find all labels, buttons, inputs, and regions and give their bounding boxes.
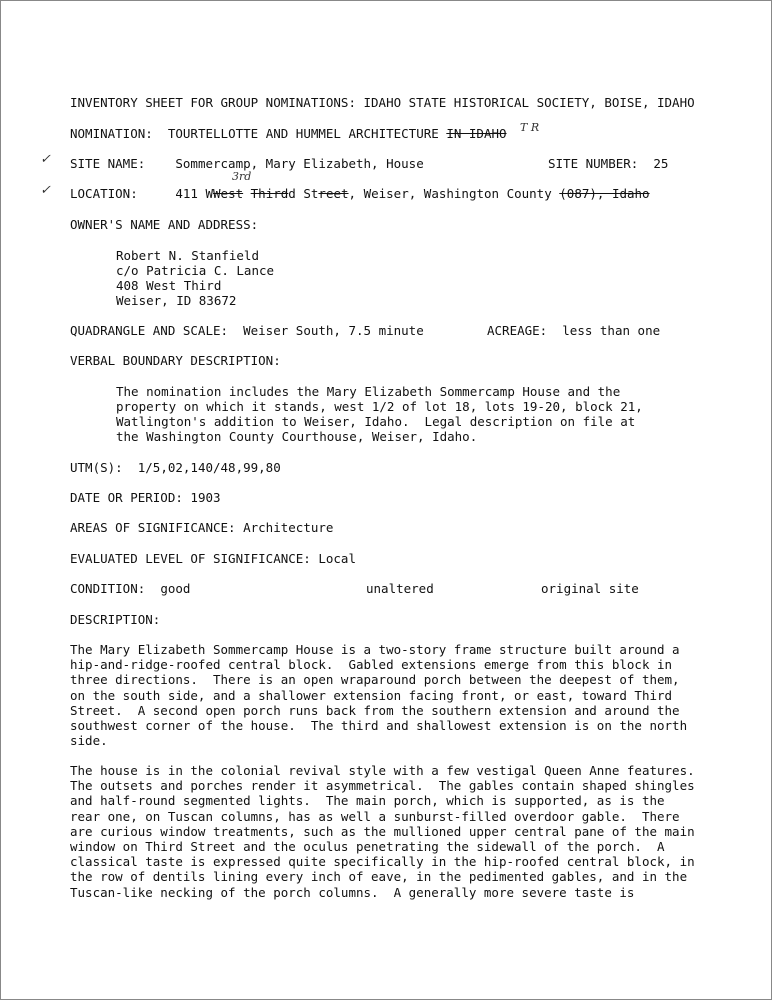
checkmark-icon: ✓ bbox=[40, 183, 51, 198]
acreage-value: less than one bbox=[562, 323, 661, 338]
areas-value: Architecture bbox=[243, 520, 334, 535]
description-line: are curious window treatments, such as the mullioned upper central pane of the main bbox=[70, 823, 695, 839]
areas-row bbox=[70, 520, 333, 535]
form-header: INVENTORY SHEET FOR GROUP NOMINATIONS: IDAHO STATE HISTORICAL SOCIETY, BOISE, IDAHO bbox=[70, 95, 695, 110]
quad-row bbox=[70, 323, 424, 338]
quad-value: Weiser South, 7.5 minute bbox=[243, 323, 424, 338]
level-label: EVALUATED LEVEL OF SIGNIFICANCE: bbox=[70, 551, 311, 566]
location-third-tail: d bbox=[288, 186, 296, 201]
nomination-struck: IN IDAHO bbox=[446, 126, 507, 141]
description-line: and half-round segmented lights. The main porch, which is supported, as is the bbox=[70, 793, 665, 809]
checkmark-icon: ✓ bbox=[40, 152, 51, 167]
date-label: DATE OR PERIOD: bbox=[70, 490, 183, 505]
description-line: three directions. There is an open wraparound porch between the deepest of them, bbox=[70, 672, 680, 688]
description-line: on the south side, and a shallower extension facing front, or east, toward Third bbox=[70, 687, 673, 703]
site-name-row bbox=[70, 156, 424, 171]
description-line: classical taste is expressed quite specifically in the hip-roofed central block, in bbox=[70, 854, 695, 870]
date-row bbox=[70, 490, 221, 505]
condition-value: good bbox=[160, 581, 191, 596]
utm-row bbox=[70, 460, 281, 475]
acreage-label: ACREAGE: bbox=[487, 323, 548, 338]
description-line: southwest corner of the house. The third and shallowest extension is on the north bbox=[70, 718, 688, 734]
location-struck-street: reet bbox=[318, 186, 349, 201]
level-row bbox=[70, 551, 356, 566]
nomination-value: TOURTELLOTTE AND HUMMEL ARCHITECTURE bbox=[167, 126, 439, 141]
description-paragraph-1 bbox=[70, 642, 700, 748]
quad-label: QUADRANGLE AND SCALE: bbox=[70, 323, 229, 338]
condition-site: original site bbox=[541, 581, 639, 596]
site-name-label: SITE NAME: bbox=[70, 156, 146, 171]
owner-line: Weiser, ID 83672 bbox=[116, 293, 237, 308]
location-rest: , Weiser, Washington County bbox=[348, 186, 552, 201]
owner-line: Robert N. Stanfield bbox=[116, 248, 259, 263]
location-label: LOCATION: bbox=[70, 186, 138, 201]
boundary-label: VERBAL BOUNDARY DESCRIPTION: bbox=[70, 353, 281, 368]
location-street-head: St bbox=[303, 186, 319, 201]
location-handwriting: 3rd bbox=[232, 170, 252, 183]
owner-line: 408 West Third bbox=[116, 278, 222, 293]
location-struck-third: Third bbox=[250, 186, 289, 201]
description-line: the row of dentils lining every inch of eave, in the pedimented gables, and in the bbox=[70, 869, 688, 885]
condition-alteration: unaltered bbox=[366, 581, 434, 596]
location-w: W bbox=[205, 186, 214, 201]
description-line: window on Third Street and the oculus penetrating the sidewall of the porch. A bbox=[70, 839, 665, 855]
owner-label: OWNER'S NAME AND ADDRESS: bbox=[70, 217, 259, 232]
boundary-line: The nomination includes the Mary Elizabeth Sommercamp House and the bbox=[116, 384, 621, 399]
nomination-label: NOMINATION: bbox=[70, 126, 153, 141]
date-value: 1903 bbox=[190, 490, 221, 505]
condition-label: CONDITION: bbox=[70, 581, 146, 596]
description-line: rear one, on Tuscan columns, has as well a sunburst-filled overdoor gable. There bbox=[70, 808, 680, 824]
description-line: The Mary Elizabeth Sommercamp House is a two-story frame structure built around a bbox=[70, 642, 680, 657]
site-number-value: 25 bbox=[653, 156, 669, 171]
site-name-value: Sommercamp, Mary Elizabeth, House bbox=[175, 156, 424, 171]
location-struck-west: West bbox=[213, 186, 244, 201]
location-number: 411 bbox=[175, 186, 198, 201]
description-line: Street. A second open porch runs back from the southern extension and around the bbox=[70, 702, 680, 718]
condition-row bbox=[70, 581, 190, 596]
areas-label: AREAS OF SIGNIFICANCE: bbox=[70, 520, 236, 535]
boundary-line: property on which it stands, west 1/2 of lot 18, lots 19-20, block 21, bbox=[116, 399, 643, 414]
boundary-line: Watlington's addition to Weiser, Idaho. Legal description on file at bbox=[116, 414, 636, 429]
level-value: Local bbox=[318, 551, 356, 566]
site-number-label: SITE NUMBER: bbox=[548, 156, 639, 171]
utm-value: 1/5,02,140/48,99,80 bbox=[137, 460, 281, 475]
description-line: side. bbox=[70, 733, 108, 749]
nomination-handwriting: T R bbox=[520, 121, 540, 134]
owner-line: c/o Patricia C. Lance bbox=[116, 263, 275, 278]
description-line: Tuscan-like necking of the porch columns. A generally more severe taste is bbox=[70, 884, 635, 900]
description-line: The outsets and porches render it asymmetrical. The gables contain shaped shingles bbox=[70, 778, 695, 794]
location-struck-tail: (087), Idaho bbox=[559, 186, 650, 201]
nomination-row bbox=[70, 126, 507, 141]
acreage-row bbox=[487, 323, 660, 338]
description-line: hip-and-ridge-roofed central block. Gabled extensions emerge from this block in bbox=[70, 657, 673, 673]
location-row bbox=[70, 186, 650, 201]
description-paragraph-2 bbox=[70, 763, 700, 900]
description-label: DESCRIPTION: bbox=[70, 612, 161, 627]
description-line: The house is in the colonial revival style with a few vestigal Queen Anne features. bbox=[70, 763, 695, 778]
utm-label: UTM(S): bbox=[70, 460, 123, 475]
boundary-line: the Washington County Courthouse, Weiser, Idaho. bbox=[116, 429, 478, 444]
site-number-row bbox=[548, 156, 668, 171]
